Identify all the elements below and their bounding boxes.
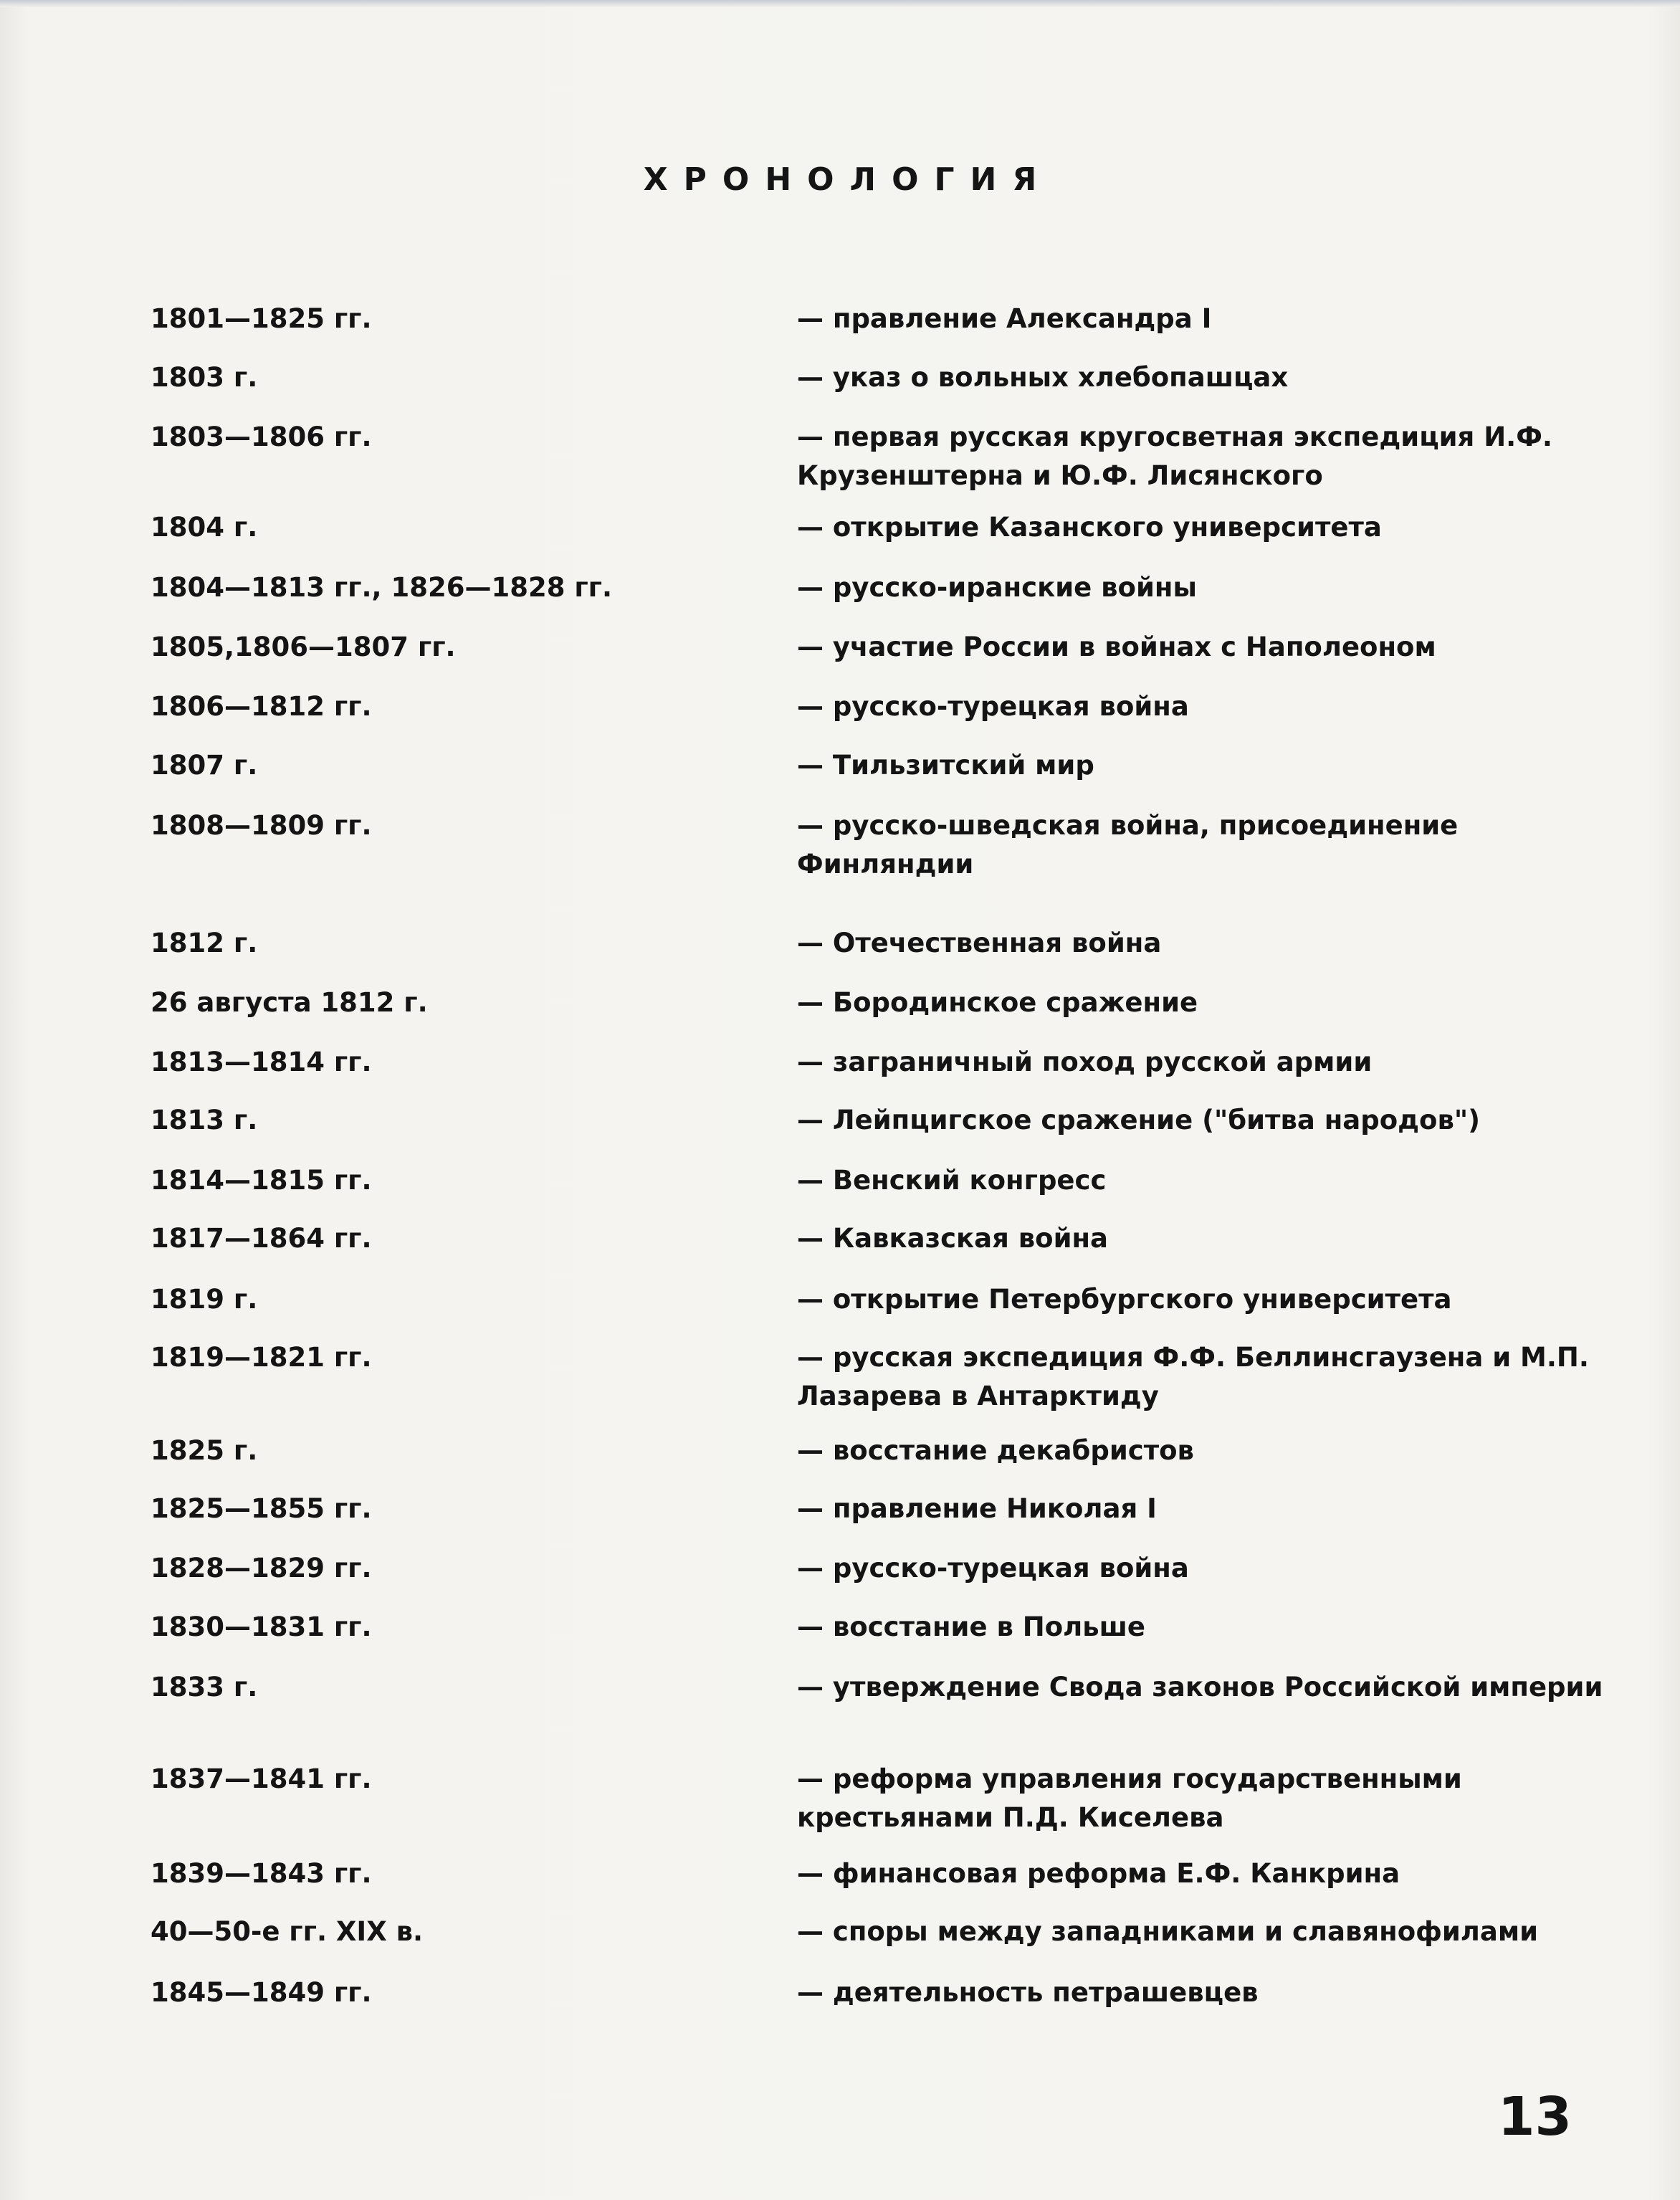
entry-date: 1807 г.: [151, 750, 258, 781]
entry-event: — Тильзитский мир: [797, 750, 1094, 781]
entry-date: 1819 г.: [151, 1284, 258, 1315]
entry-event: — открытие Петербургского университета: [797, 1284, 1452, 1315]
entry-date: 1825 г.: [151, 1435, 258, 1466]
entry-date: 1813—1814 гг.: [151, 1047, 372, 1077]
entry-date: 1837—1841 гг.: [151, 1763, 372, 1794]
entry-event: — финансовая реформа Е.Ф. Канкрина: [797, 1858, 1400, 1889]
entry-event: — реформа управления государственными крестьянами П.Д. Киселева: [797, 1763, 1462, 1833]
entry-event: — первая русская кругосветная экспедиция И.Ф. Крузенштерна и Ю.Ф. Лисянского: [797, 422, 1552, 491]
entry-date: 26 августа 1812 г.: [151, 987, 428, 1018]
entry-event: — Лейпцигское сражение ("битва народов"): [797, 1105, 1481, 1135]
entry-date: 1812 г.: [151, 928, 258, 958]
entry-event: — русская экспедиция Ф.Ф. Беллинсгаузена и М.П. Лазарева в Антарктиду: [797, 1342, 1589, 1411]
entry-event: — утверждение Свода законов Российской империи: [797, 1672, 1603, 1703]
entry-date: 1801—1825 гг.: [151, 303, 372, 334]
entry-event: — открытие Казанского университета: [797, 512, 1382, 543]
entry-event: — правление Николая I: [797, 1493, 1157, 1524]
entry-date: 1828—1829 гг.: [151, 1553, 372, 1584]
entry-event: — споры между западниками и славянофилами: [797, 1916, 1538, 1947]
entry-event: — русско-турецкая война: [797, 691, 1189, 722]
page-title: ХРОНОЛОГИЯ: [643, 161, 1053, 198]
page-number: 13: [1498, 2086, 1572, 2148]
entry-date: 1805,1806—1807 гг.: [151, 632, 456, 662]
entry-date: 1813 г.: [151, 1105, 258, 1135]
entry-date: 40—50-е гг. XIX в.: [151, 1916, 424, 1947]
entry-date: 1830—1831 гг.: [151, 1611, 372, 1642]
entry-event: — Венский конгресс: [797, 1165, 1107, 1196]
entry-date: 1817—1864 гг.: [151, 1223, 372, 1254]
entry-date: 1808—1809 гг.: [151, 810, 372, 841]
entry-event: — указ о вольных хлебопашцах: [797, 362, 1289, 393]
entry-date: 1819—1821 гг.: [151, 1342, 372, 1373]
entry-event: — восстание в Польше: [797, 1611, 1146, 1642]
entry-date: 1806—1812 гг.: [151, 691, 372, 722]
entry-date: 1804—1813 гг., 1826—1828 гг.: [151, 572, 613, 603]
entry-date: 1825—1855 гг.: [151, 1493, 372, 1524]
entry-date: 1833 г.: [151, 1672, 258, 1703]
entry-event: — правление Александра I: [797, 303, 1212, 334]
entry-event: — Отечественная война: [797, 928, 1162, 958]
entry-date: 1839—1843 гг.: [151, 1858, 372, 1889]
entry-date: 1845—1849 гг.: [151, 1977, 372, 2008]
entry-event: — заграничный поход русской армии: [797, 1047, 1373, 1077]
entry-event: — русско-иранские войны: [797, 572, 1197, 603]
entry-date: 1803 г.: [151, 362, 258, 393]
entry-event: — Бородинское сражение: [797, 987, 1198, 1018]
entry-event: — участие России в войнах с Наполеоном: [797, 632, 1436, 662]
entry-event: — русско-шведская война, присоединение Финляндии: [797, 810, 1459, 880]
entry-event: — Кавказская война: [797, 1223, 1109, 1254]
entry-date: 1814—1815 гг.: [151, 1165, 372, 1196]
entry-date: 1804 г.: [151, 512, 258, 543]
entry-event: — русско-турецкая война: [797, 1553, 1189, 1584]
entry-date: 1803—1806 гг.: [151, 422, 372, 452]
entry-event: — деятельность петрашевцев: [797, 1977, 1259, 2008]
entry-event: — восстание декабристов: [797, 1435, 1194, 1466]
